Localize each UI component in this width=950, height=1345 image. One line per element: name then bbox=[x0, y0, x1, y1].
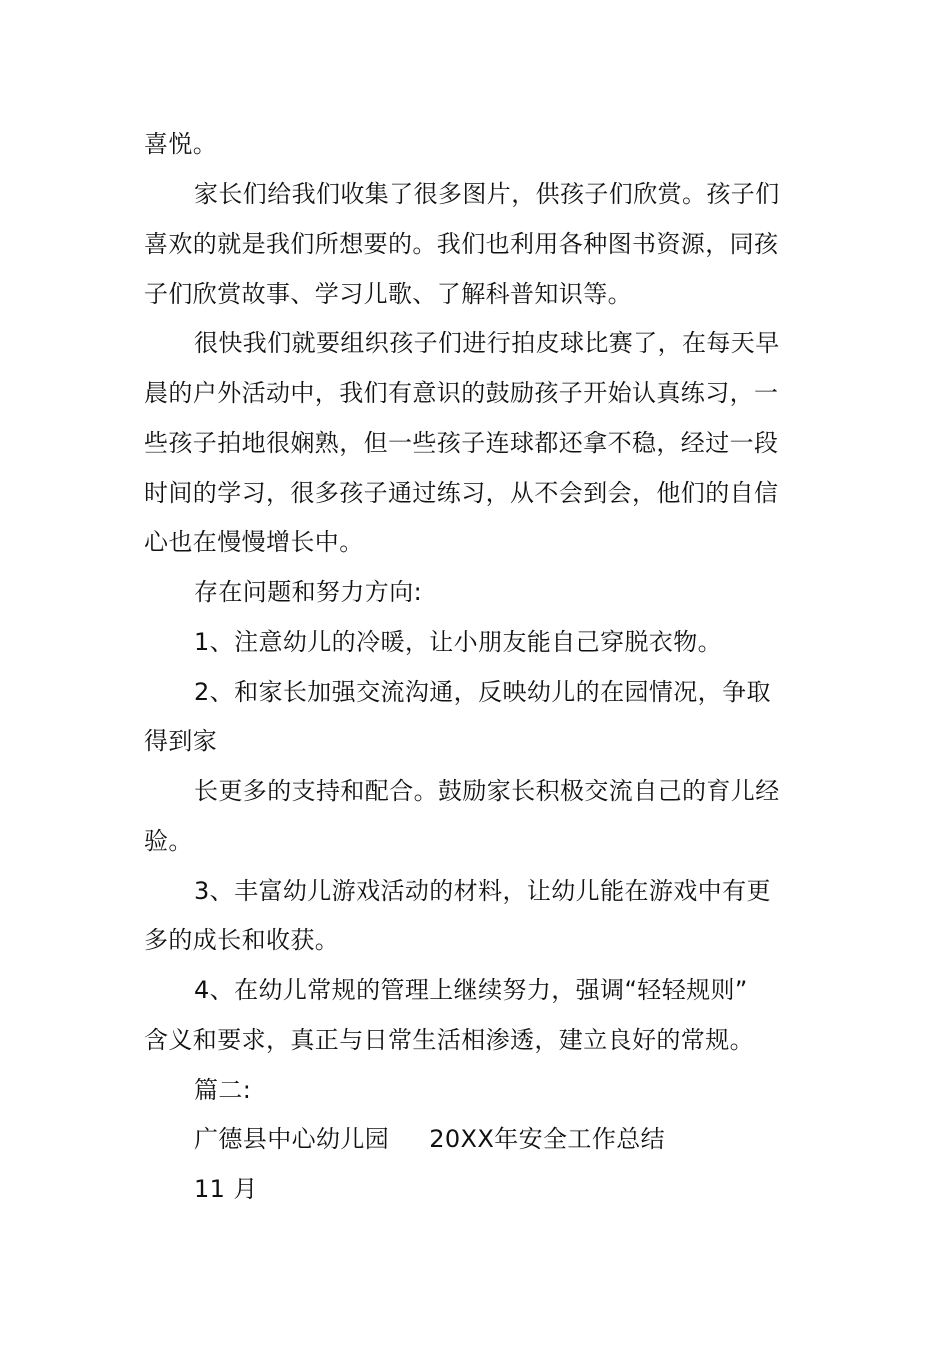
text-line: 喜悦。 bbox=[144, 130, 218, 158]
list-item: 3、丰富幼儿游戏活动的材料，让幼儿能在游戏中有更 bbox=[194, 877, 771, 905]
text-line: 多的成长和收获。 bbox=[144, 926, 340, 954]
list-item: 1、注意幼儿的冷暖，让小朋友能自己穿脱衣物。 bbox=[194, 628, 723, 656]
title-subject: 20XX年安全工作总结 bbox=[429, 1125, 666, 1153]
title-org: 广德县中心幼儿园 bbox=[194, 1125, 390, 1153]
text-line: 些孩子拍地很娴熟，但一些孩子连球都还拿不稳，经过一段 bbox=[144, 429, 779, 457]
text-line: 得到家 bbox=[144, 727, 218, 755]
text-line: 含义和要求，真正与日常生活相渗透，建立良好的常规。 bbox=[144, 1026, 754, 1054]
text-line: 心也在慢慢增长中。 bbox=[144, 528, 364, 556]
text-line: 很快我们就要组织孩子们进行拍皮球比赛了，在每天早 bbox=[194, 329, 780, 357]
document-title bbox=[194, 1124, 665, 1154]
list-item: 4、在幼儿常规的管理上继续努力，强调“轻轻规则” bbox=[194, 976, 748, 1004]
text-line: 时间的学习，很多孩子通过练习，从不会到会，他们的自信 bbox=[144, 479, 779, 507]
text-line: 子们欣赏故事、学习儿歌、了解科普知识等。 bbox=[144, 280, 632, 308]
text-line: 喜欢的就是我们所想要的。我们也利用各种图书资源，同孩 bbox=[144, 230, 779, 258]
text-line: 验。 bbox=[144, 827, 193, 855]
section-heading: 篇二: bbox=[194, 1076, 252, 1104]
text-line: 长更多的支持和配合。鼓励家长积极交流自己的育儿经 bbox=[194, 777, 780, 805]
text-line: 晨的户外活动中，我们有意识的鼓励孩子开始认真练习，一 bbox=[144, 379, 779, 407]
section-heading: 存在问题和努力方向: bbox=[194, 578, 423, 606]
list-item: 2、和家长加强交流沟通，反映幼儿的在园情况，争取 bbox=[194, 678, 771, 706]
text-line: 家长们给我们收集了很多图片，供孩子们欣赏。孩子们 bbox=[194, 180, 780, 208]
month-label: 11 月 bbox=[194, 1175, 258, 1203]
